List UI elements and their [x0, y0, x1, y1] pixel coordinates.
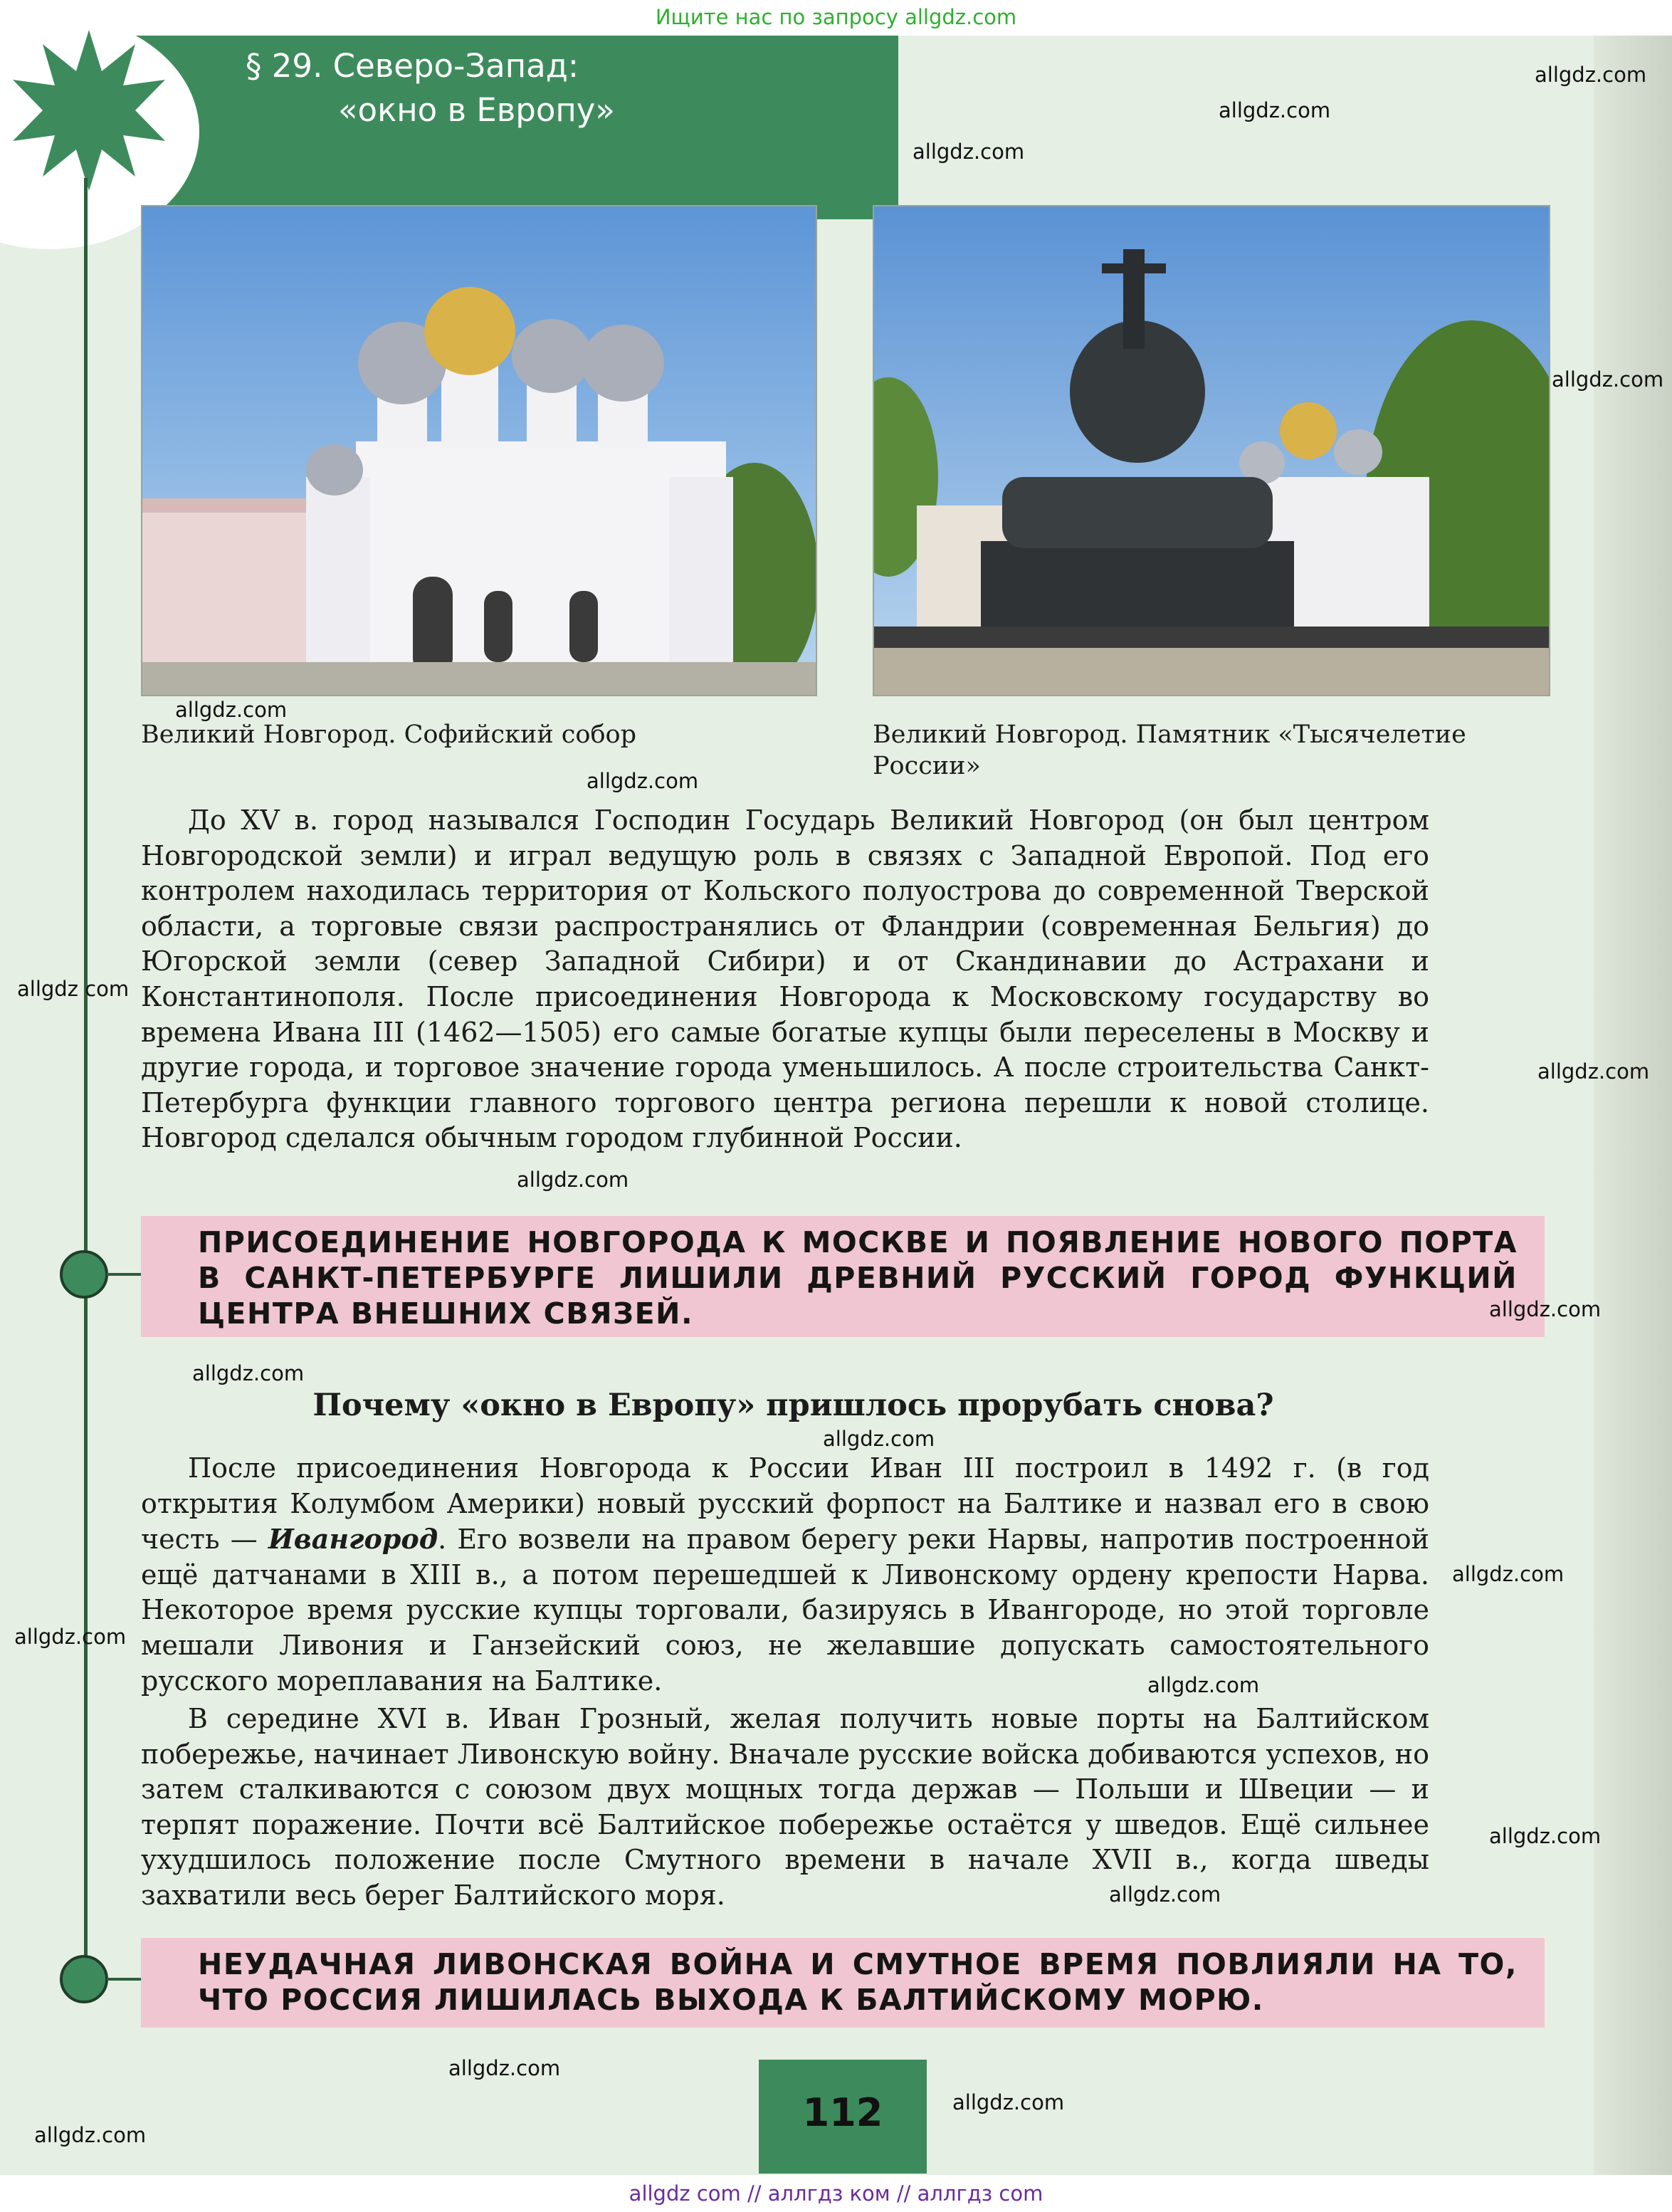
watermark: allgdz.com: [517, 1168, 629, 1192]
watermark: allgdz.com: [1489, 1297, 1602, 1321]
watermark: allgdz com: [17, 977, 130, 1001]
watermark: allgdz.com: [1452, 1562, 1565, 1586]
paragraph-ivangorod: [141, 1451, 1429, 1699]
page-edge-shade: [1594, 0, 1672, 2212]
watermark: allgdz.com: [1552, 367, 1664, 392]
watermark: allgdz.com: [952, 2090, 1065, 2114]
watermark: allgdz.com: [1219, 98, 1331, 122]
paragraph3-text: В середине XVI в. Иван Грозный, желая получить новые порты на Балтийском побережье, начинает Ливонскую войну. Вначале русские войска добиваются успехов, но затем сталкиваются с союзом двух мощных тогда держав — Польши и Швеции — и терпят поражение. Почти всё Балтийское побережье остаётся у шведов. Ещё сильнее ухудшилось положение после Смутного времени в начале XVII в., когда шведы захватили весь берег Балтийского моря.: [141, 1703, 1429, 1911]
photo-millennium-monument: [873, 205, 1550, 696]
highlight-conclusion-2: НЕУДАЧНАЯ ЛИВОНСКАЯ ВОЙНА И СМУТНОЕ ВРЕМЯ ПОВЛИЯЛИ НА ТО, ЧТО РОССИЯ ЛИШИЛАСЬ ВЫХОДА К БАЛТИЙСКОМУ МОРЮ.: [141, 1938, 1545, 2028]
top-banner[interactable]: Ищите нас по запросу allgdz.com: [0, 0, 1672, 36]
term-ivangorod: Ивангород: [268, 1523, 438, 1556]
paragraph-livonian-war: [141, 1702, 1429, 1914]
watermark: allgdz.com: [192, 1361, 305, 1385]
subheading-question: [0, 1385, 1672, 1425]
watermark: allgdz.com: [1537, 1059, 1650, 1084]
watermark: allgdz.com: [175, 698, 288, 722]
timeline-dot-1: [60, 1250, 108, 1299]
highlight-conclusion-1: ПРИСОЕДИНЕНИЕ НОВГОРОДА К МОСКВЕ И ПОЯВЛЕНИЕ НОВОГО ПОРТА В САНКТ-ПЕТЕРБУРГЕ ЛИШИЛИ ДРЕВНИЙ РУССКИЙ ГОРОД ФУНКЦИЙ ЦЕНТРА ВНЕШНИХ СВЯЗЕЙ.: [141, 1216, 1545, 1337]
watermark: allgdz.com: [913, 140, 1025, 164]
watermark: allgdz.com: [14, 1625, 127, 1649]
subheading-text: Почему «окно в Европу» пришлось прорубать снова?: [312, 1388, 1274, 1423]
watermark: allgdz.com: [587, 769, 699, 793]
photo-sofia-cathedral: [141, 205, 817, 696]
section-title: [246, 44, 644, 132]
star-ornament-icon: [7, 28, 171, 192]
paragraph2-text-before: После присоединения Новгорода к России Иван III построил в 1492 г. (в год открытия Колумбом Америки) новый русский форпост на Балтике и назвал его в свою честь —: [141, 1452, 1429, 1556]
section-title-line2: «окно в Европу»: [338, 91, 615, 129]
caption-right: Великий Новгород. Памятник «Тысячелетие России»: [873, 720, 1466, 780]
paragraph1-text: До XV в. город назывался Господин Государь Великий Новгород (он был центром Новгородской земли) и играл ведущую роль в связях с Западной Европой. Под его контролем находилась территория от Кольского полуострова до современной Тверской области, а торговые связи распространялись от Фландрии (современная Бельгия) до Югорской земли (север Западной Сибири) и от Скандинавии до Астрахани и Константинополя. После присоединения Новгорода к Московскому государству во времена Ивана III (1462—1505) его самые богатые купцы были переселены в Москву и другие города, и торговое значение города уменьшилось. А после строительства Санкт-Петербурга функции главного торгового центра региона перешли к новой столице. Новгород сделался обычным городом глубинной России.: [141, 804, 1429, 1154]
paragraph2-text-after: . Его возвели на правом берегу реки Нарвы, напротив построенной ещё датчанами в XIII в., а потом перешедшей к Ливонскому ордену крепости Нарва. Некоторое время русские купцы торговали, базируясь в Ивангороде, но этой торговле мешали Ливония и Ганзейский союз, не желавшие допускать самостоятельного русского мореплавания на Балтике.: [141, 1524, 1429, 1697]
paragraph-novgorod-history: [141, 803, 1429, 1156]
watermark: allgdz.com: [1489, 1824, 1602, 1848]
caption-left: Великий Новгород. Софийский собор: [141, 720, 637, 749]
watermark: allgdz.com: [1535, 63, 1647, 87]
watermark: allgdz.com: [1109, 1882, 1221, 1907]
timeline-dot-2: [60, 1955, 108, 2003]
timeline-line: [84, 178, 88, 2001]
section-title-line1: § 29. Северо-Запад:: [246, 47, 579, 85]
watermark: allgdz.com: [1147, 1673, 1260, 1697]
watermark: allgdz.com: [34, 2123, 147, 2147]
watermark: allgdz.com: [823, 1427, 935, 1451]
page-number: 112: [759, 2060, 927, 2174]
watermark: allgdz.com: [448, 2056, 561, 2080]
bottom-banner[interactable]: allgdz com // аллгдз ком // аллгдз com: [0, 2175, 1672, 2212]
